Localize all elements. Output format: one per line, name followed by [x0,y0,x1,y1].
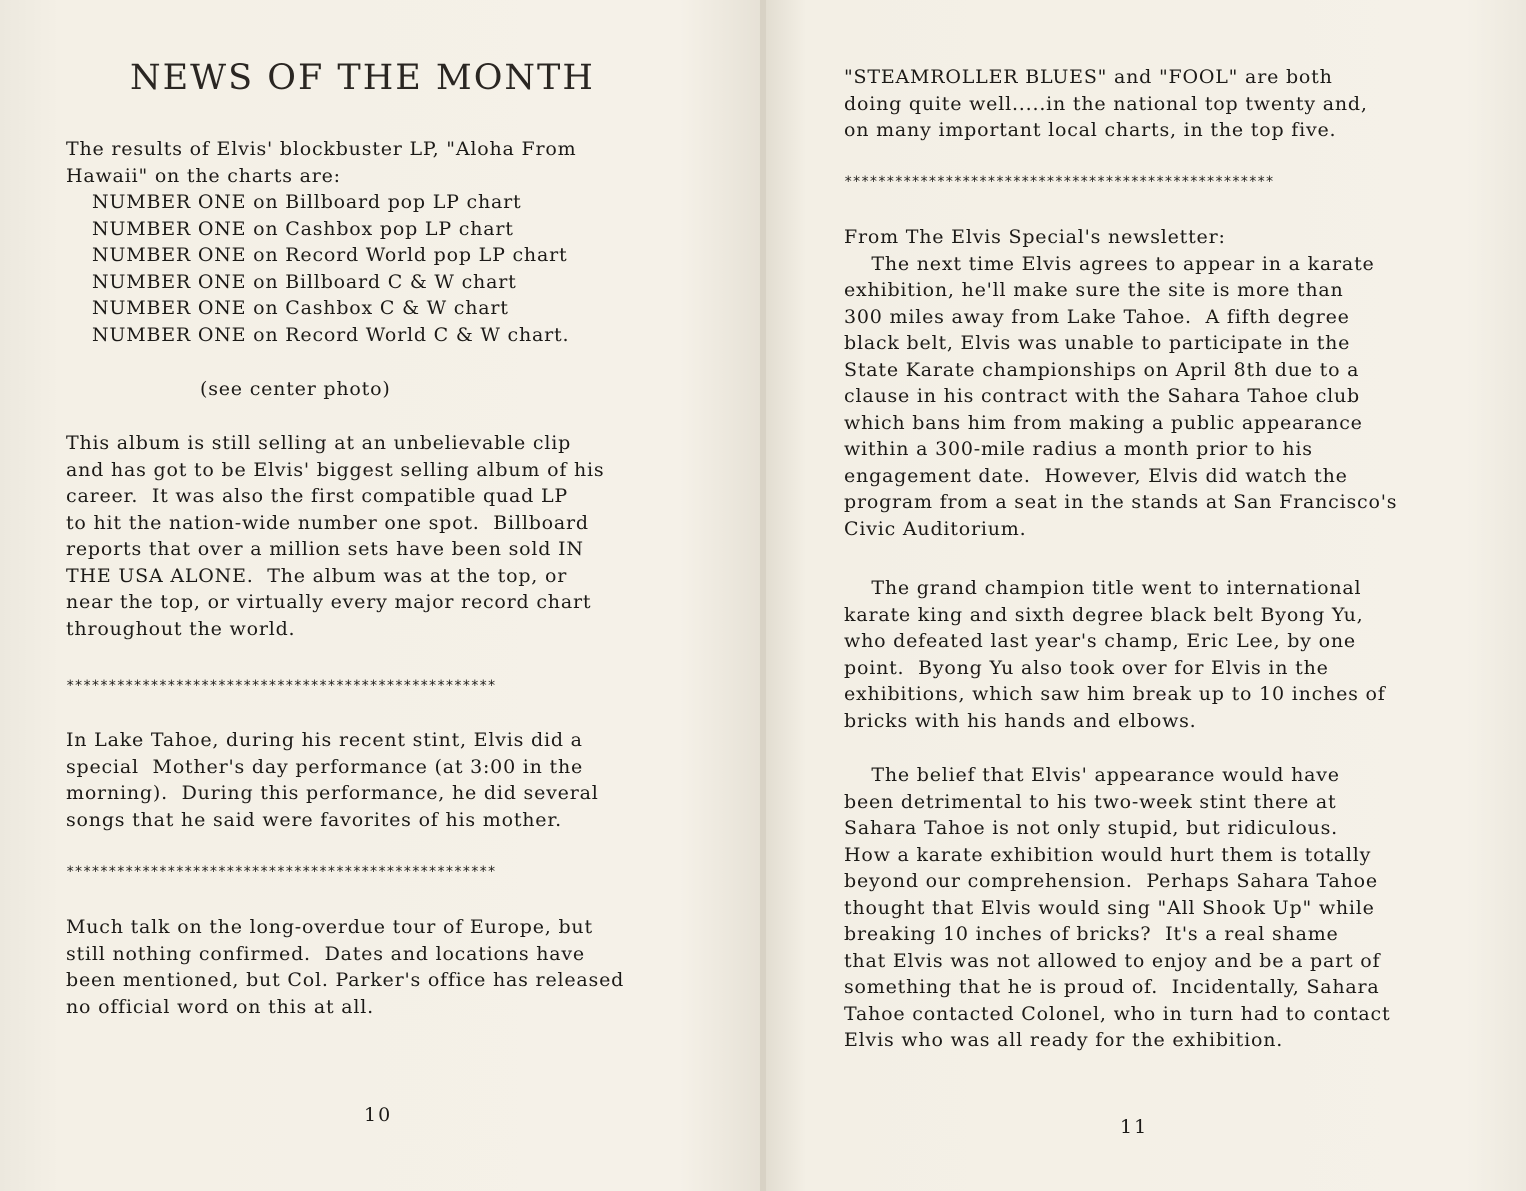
text-line: thought that Elvis would sing "All Shook Up" while [844,896,1375,919]
text-line: How a karate exhibition would hurt them is totally [844,843,1372,866]
text-line: on many important local charts, in the top five. [844,119,1337,141]
separator: *************************************************** [844,174,1274,190]
text-line: reports that over a million sets have been sold IN [66,538,584,560]
europe-paragraph [66,914,746,1020]
see-center-photo-note [200,376,500,403]
right-page [766,0,1526,1191]
text-line: and has got to be Elvis' biggest selling album of his [66,458,605,481]
steamroller-paragraph [844,64,1504,144]
text-line: Sahara Tahoe is not only stupid, but ridiculous. [844,817,1338,839]
text-line: clause in his contract with the Sahara Tahoe club [844,385,1361,407]
text-line: 300 miles away from Lake Tahoe. A fifth degree [844,305,1350,328]
text-line: Elvis who was all ready for the exhibition. [844,1029,1284,1051]
chart-list-item: NUMBER ONE on Billboard C & W chart [92,270,517,293]
chart-list-item: NUMBER ONE on Record World C & W chart. [92,323,570,346]
text-line: exhibitions, which saw him break up to 10 inches of [844,683,1386,705]
intro-paragraph [66,136,716,348]
text-line: that Elvis was not allowed to enjoy and be a part of [844,949,1381,972]
text-line: karate king and sixth degree black belt Byong Yu, [844,603,1364,626]
text-line: black belt, Elvis was unable to participate in the [844,332,1351,354]
belief-paragraph [844,762,1514,1054]
page-number: 10 [364,1104,393,1126]
text-line: exhibition, he'll make sure the site is more than [844,279,1344,301]
text-line: throughout the world. [66,617,296,640]
separator: *************************************************** [66,864,496,880]
text-line: Civic Auditorium. [844,517,1027,540]
text-line: breaking 10 inches of bricks? It's a real shame [844,923,1339,945]
text-line: to hit the nation-wide number one spot. Billboard [66,511,589,534]
text-line: The grand champion title went to international [844,577,1362,599]
text-line: (see center photo) [200,378,391,400]
text-line: Tahoe contacted Colonel, who in turn had to contact [844,1002,1391,1025]
text-line: been detrimental to his two-week stint there at [844,790,1337,813]
text-line: THE USA ALONE. The album was at the top, or [66,564,568,587]
text-line: which bans him from making a public appearance [844,411,1363,434]
text-line: been mentioned, but Col. Parker's office has released [66,969,625,991]
text-line: point. Byong Yu also took over for Elvis in the [844,656,1329,679]
text-line: no official word on this at all. [66,995,375,1018]
text-line: something that he is proud of. Incidentally, Sahara [844,976,1380,998]
text-line: State Karate championships on April 8th due to a [844,358,1360,381]
text-line: program from a seat in the stands at San Francisco's [844,491,1398,513]
text-line: In Lake Tahoe, during his recent stint, Elvis did a [66,729,583,751]
text-line: doing quite well.....in the national top twenty and, [844,92,1368,115]
text-line: career. It was also the first compatible quad LP [66,485,568,507]
text-line: "STEAMROLLER BLUES" and "FOOL" are both [844,66,1333,88]
newsletter-heading: From The Elvis Special's newsletter: [844,226,1226,248]
text-line: who defeated last year's champ, Eric Lee, by one [844,630,1356,652]
chart-list-item: NUMBER ONE on Record World pop LP chart [92,244,568,266]
album-paragraph [66,430,726,642]
page-title: NEWS OF THE MONTH [130,58,595,98]
text-line: Hawaii" on the charts are: [66,164,341,187]
chart-list-item: NUMBER ONE on Cashbox pop LP chart [92,217,514,240]
text-line: special Mother's day performance (at 3:00 in the [66,755,584,778]
text-line: The next time Elvis agrees to appear in a karate [844,252,1375,275]
chart-list-item: NUMBER ONE on Billboard pop LP chart [92,191,522,213]
tahoe-paragraph [66,727,726,833]
page-number: 11 [1120,1116,1149,1138]
separator: *************************************************** [66,678,496,694]
champion-paragraph [844,575,1514,734]
chart-list-item: NUMBER ONE on Cashbox C & W chart [92,297,509,319]
text-line: The belief that Elvis' appearance would have [844,764,1340,786]
text-line: beyond our comprehension. Perhaps Sahara Tahoe [844,870,1378,892]
text-line: morning). During this performance, he did several [66,782,599,804]
text-line: songs that he said were favorites of his mother. [66,808,562,831]
text-line: Much talk on the long-overdue tour of Europe, but [66,916,593,938]
text-line: engagement date. However, Elvis did watch the [844,464,1348,487]
left-page [0,0,762,1191]
text-line: near the top, or virtually every major record chart [66,591,592,613]
text-line: This album is still selling at an unbelievable clip [66,432,572,454]
karate-paragraph [844,224,1514,542]
text-line: within a 300-mile radius a month prior to his [844,438,1313,460]
text-line: bricks with his hands and elbows. [844,709,1197,732]
text-line: The results of Elvis' blockbuster LP, "Aloha From [66,138,577,160]
text-line: still nothing confirmed. Dates and locations have [66,942,585,965]
